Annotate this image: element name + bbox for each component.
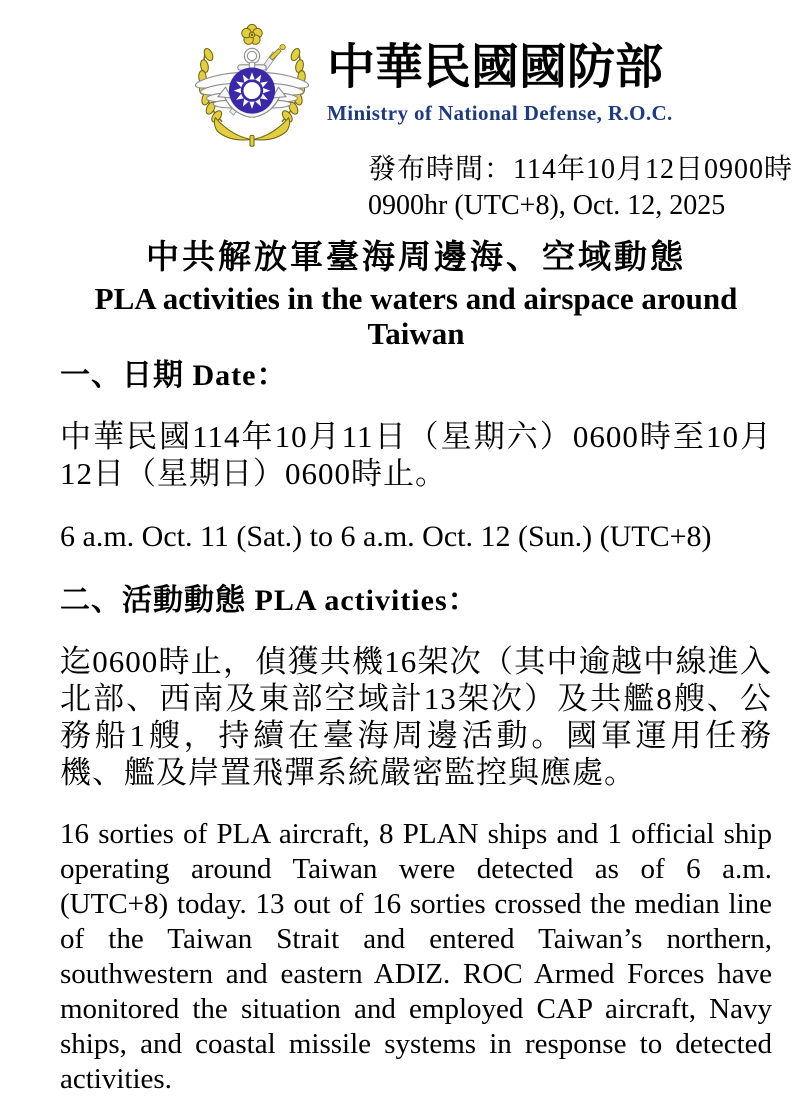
document-body (60, 240, 772, 1097)
section-2-heading: 二、活動動態 PLA activities： (60, 584, 479, 618)
date-paragraph-en: 6 a.m. Oct. 11 (Sat.) to 6 a.m. Oct. 12 (Sun.) (UTC+8) (60, 519, 712, 553)
org-name-english: Ministry of National Defense, R.O.C. (327, 101, 673, 126)
date-paragraph-zh: 中華民國114年10月11日（星期六）0600時至10月12日（星期日）0600時止。 (60, 418, 772, 491)
document-title-zh: 中共解放軍臺海周邊海、空域動態 (146, 240, 686, 276)
org-name-chinese: 中華民國國防部 (327, 41, 664, 94)
activities-paragraph-zh: 迄0600時止，偵獲共機16架次（其中逾越中線進入北部、西南及東部空域計13架次）及共艦8艘、公務船1艘，持續在臺海周邊活動。國軍運用任務機、艦及岸置飛彈系統嚴密監控與應處。 (60, 643, 772, 790)
sun-disc-icon (229, 67, 275, 113)
activities-paragraph-en: 16 sorties of PLA aircraft, 8 PLAN ships and 1 official ship operating around Taiwan were detected as of 6 a.m. (UTC+8) today. 13 out of 16 sorties crossed the median line of the Taiwan Strait and entered Taiwan’s northern, southwestern and eastern ADIZ. ROC Armed Forces have monitored the situation and employed CAP aircraft, Navy ships, and coastal missile systems in response to detected activities. (60, 817, 772, 1095)
release-time-zh: 發布時間：114年10月12日0900時 (368, 154, 793, 185)
org-names-block (327, 40, 673, 126)
plum-blossom-icon (242, 24, 263, 44)
mnd-emblem-svg (184, 22, 320, 151)
release-time-en: 0900hr (UTC+8), Oct. 12, 2025 (368, 190, 726, 222)
mnd-emblem-icon (184, 22, 320, 151)
document-title-en: PLA activities in the waters and airspace around Taiwan (94, 280, 738, 351)
section-1-heading: 一、日期 Date： (60, 359, 288, 393)
release-time-block (368, 152, 793, 225)
wreath-stem (250, 135, 254, 146)
